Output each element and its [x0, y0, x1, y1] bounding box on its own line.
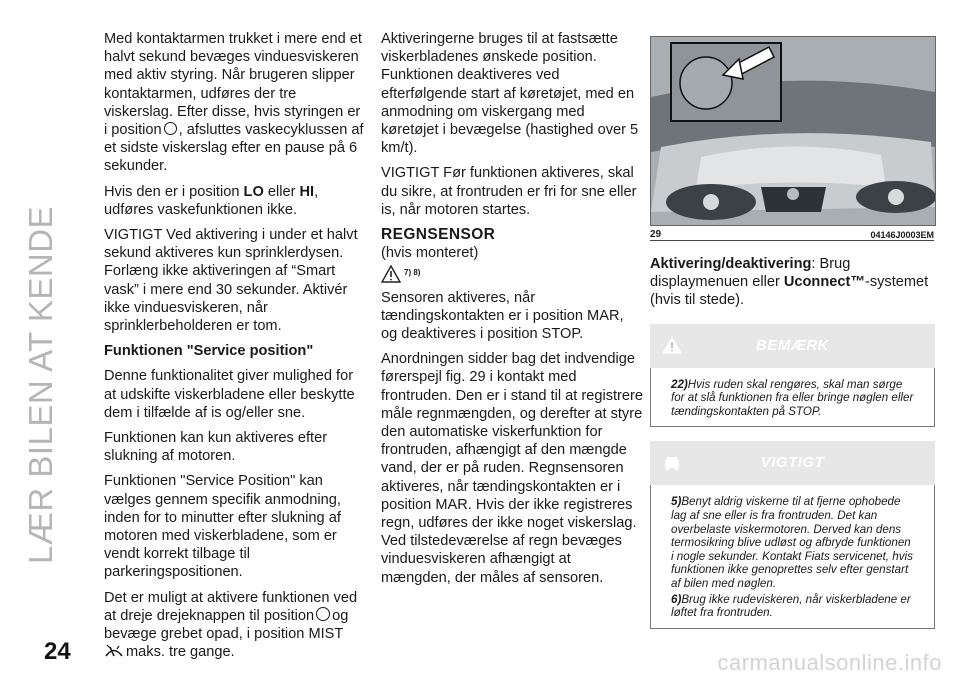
warning-reference: 7) 8) — [381, 264, 643, 282]
car-front-illustration — [651, 37, 935, 225]
notice-title: BEMÆRK — [756, 336, 829, 354]
page-number: 24 — [44, 638, 71, 665]
text-column-2 — [381, 30, 643, 594]
paragraph: Med kontaktarmen trukket i mere end et halvt sekund bevæges vinduesviskeren med aktiv styring. Når brugeren slipper kontaktarmen, udføres der tre viskerslag. Efter disse, hvis styringen er i position , afsluttes vaskecyklussen af et sidste viskerslag efter en pause på 6 sekunder. — [104, 31, 364, 175]
warning-triangle-icon — [381, 265, 401, 283]
paragraph: Denne funktionalitet giver mulighed for at udskifte viskerbladene eller beskytte dem i tilfælde af is og/eller sne. — [104, 368, 355, 421]
paragraph: Funktionen kan kun aktiveres efter slukning af motoren. — [104, 430, 328, 465]
paragraph: Aktivering/deaktivering: Brug displaymenuen eller Uconnect™-systemet (hvis til stede). — [650, 256, 929, 309]
warning-box-body: 5)Benyt aldrig viskerne til at fjerne ophobede lag af sne eller is fra frontruden. Det kan overbelaste viskermotoren. Derved kan dens termosikring blive udløst og afbryde funktionen i nogle sekunder. Kontakt Fiats servicenet, hvis funktionen ikke genoprettes selv efter genstart af bilen med nøglen. 6)Brug ikke rudeviskeren, når viskerbladene er løftet fra frontruden. — [650, 485, 935, 628]
notice-box-body: 22)Hvis ruden skal rengøres, skal man sørge for at slå funktionen fra eller bringe nøglen eller tændingskontakten på STOP. — [650, 368, 935, 428]
warning-title: VIGTIGT — [760, 454, 825, 472]
watermark: carmanualsonline.info — [717, 650, 942, 675]
figure-car-rain-sensor — [650, 36, 936, 226]
position-circle-icon — [316, 607, 330, 621]
section-heading-rain-sensor: REGNSENSOR — [381, 226, 496, 244]
text-column-3 — [650, 30, 935, 629]
paragraph: Aktiveringerne bruges til at fastsætte viskerbladenes ønskede position. Funktionen deaktiveres ved efterfølgende start af køretøjet, med en anmodning om viskergang med køretøjet i bevægelse (hastighed over 5 km/t). — [381, 31, 639, 157]
paragraph: Hvis den er i position LO eller HI, udføres vaskefunktionen ikke. — [104, 183, 319, 218]
notice-box-header — [650, 324, 935, 368]
text-column-1 — [104, 30, 366, 669]
section-heading: Funktionen "Service position" — [104, 343, 314, 360]
paragraph: Funktionen "Service Position" kan vælges gennem specifik anmodning, inden for to minutter efter slukning af motoren med viskerbladene, som er vendt korrekt tilbage til parkeringspositionen. — [104, 473, 341, 581]
position-circle-icon — [164, 122, 177, 135]
paragraph: VIGTIGT Ved aktivering i under et halvt sekund aktiveres kun sprinklerdysen. Forlæng ikke aktiveringen af “Smart vask” i mere end 30 sekunder. Aktivér ikke vinduesviskeren, når sprinklerbeholderen er tom. — [104, 227, 358, 335]
paragraph: Sensoren aktiveres, når tændingskontakten er i position MAR, og deaktiveres i position STOP. — [381, 289, 624, 343]
paragraph: Anordningen sidder bag det indvendige førerspejl fig. 29 i kontakt med frontruden. Den er i stand til at registrere måle regnmængden, og derefter at styre den automatiske viskerfunktion for frontruden, afhængigt af den mængde vand, der er på ruden. Regnsensoren aktiveres, når tændingskontakten er i position MAR. Hvis der ikke registreres regn, udføres der ikke noget viskerslag. Ved tilstedeværelse af regn bevæges vinduesviskeren afhængigt at mængden, der måles af sensoren. — [381, 351, 644, 586]
mist-wiper-icon — [104, 644, 124, 658]
section-subheading: (hvis monteret) — [381, 245, 479, 262]
figure-code: 04146J0003EM — [870, 230, 934, 240]
side-section-title: LÆR BILEN AT KENDE — [22, 205, 59, 564]
paragraph: VIGTIGT Før funktionen aktiveres, skal du sikre, at frontruden er fri for sne eller is, når motoren startes. — [381, 165, 637, 218]
figure-number: 29 — [650, 229, 662, 240]
figure-caption — [650, 226, 934, 241]
warning-box-header — [650, 441, 935, 485]
paragraph: Det er muligt at aktivere funktionen ved at dreje drejeknappen til position og bevæge grebet opad, i position MIST maks. tre gange. — [104, 589, 358, 661]
